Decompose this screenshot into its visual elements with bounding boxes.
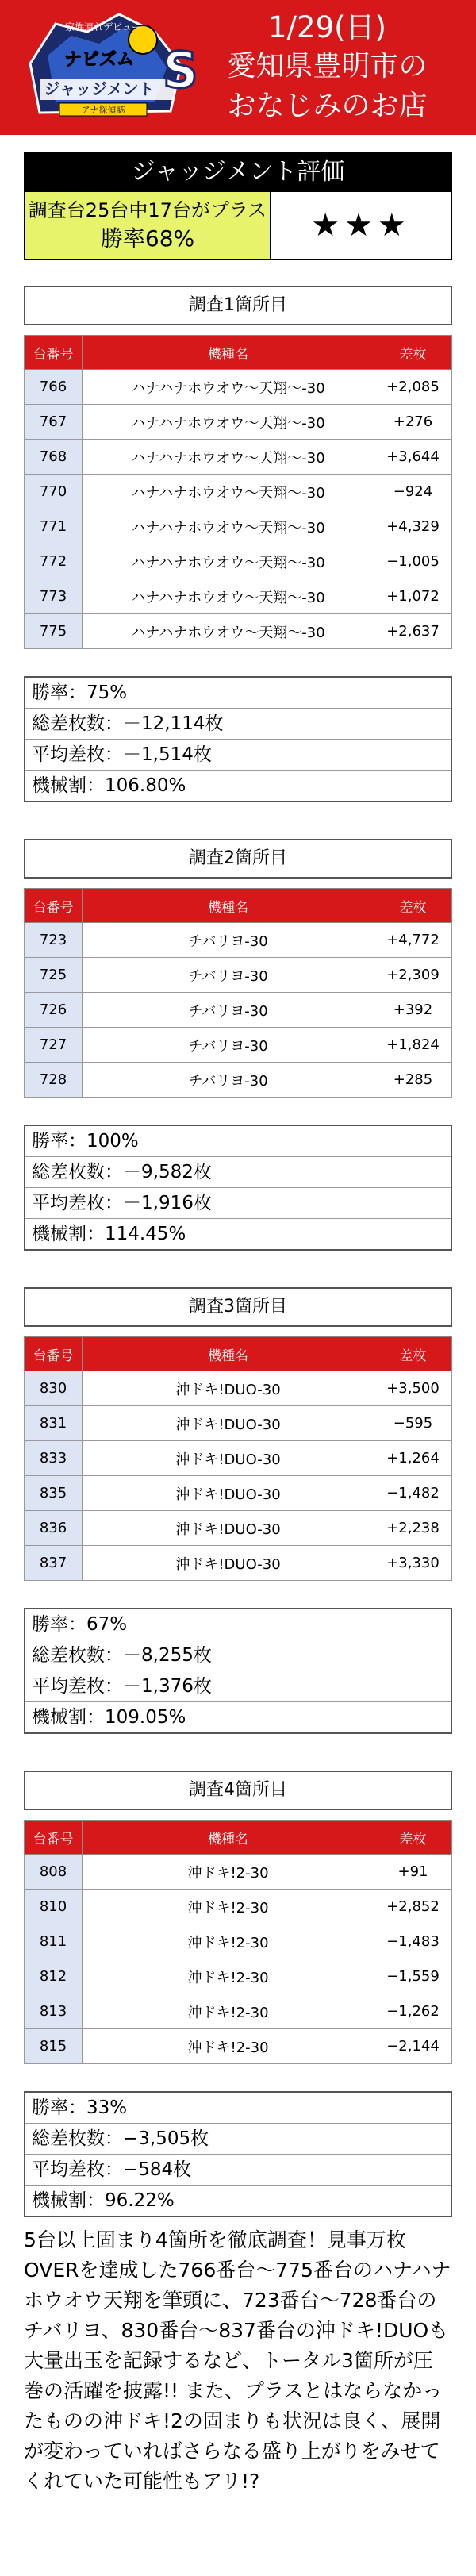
cell-diff: −1,005 <box>374 544 452 579</box>
cell-diff: −2,144 <box>374 2029 452 2064</box>
cell-machine: 沖ドキ!DUO-30 <box>83 1511 374 1546</box>
table-row <box>25 1406 452 1441</box>
cell-diff: +3,330 <box>374 1546 452 1581</box>
logo-graphic <box>24 8 198 127</box>
table-header-row <box>25 1337 452 1371</box>
table-header-row <box>25 1821 452 1855</box>
logo-letter: S <box>163 41 198 99</box>
cell-diff: −1,482 <box>374 1476 452 1511</box>
survey-2-table <box>24 888 452 1098</box>
col-num-header: 台番号 <box>25 1337 83 1371</box>
col-machine-header: 機種名 <box>83 1821 374 1855</box>
cell-num: 767 <box>25 405 83 440</box>
survey-3-table <box>24 1336 452 1581</box>
header-date: 1/29(日) <box>268 10 386 44</box>
cell-num: 811 <box>25 1924 83 1959</box>
table-row <box>25 1028 452 1063</box>
table-row <box>25 579 452 614</box>
cell-num: 766 <box>25 370 83 405</box>
survey-1-stats <box>24 676 452 802</box>
cell-num: 725 <box>25 958 83 993</box>
cell-diff: +2,309 <box>374 958 452 993</box>
table-row <box>25 1546 452 1581</box>
col-diff-header: 差枚 <box>374 336 452 370</box>
logo-footer-text: アナ探偵誌 <box>81 105 125 115</box>
cell-num: 723 <box>25 923 83 958</box>
cell-diff: +276 <box>374 405 452 440</box>
cell-num: 836 <box>25 1511 83 1546</box>
cell-diff: +2,637 <box>374 614 452 649</box>
cell-diff: +1,824 <box>374 1028 452 1063</box>
navism-judgment-logo <box>24 8 198 127</box>
logo-main-text-2: ジャッジメント <box>44 79 155 98</box>
cell-num: 728 <box>25 1063 83 1098</box>
cell-diff: −1,559 <box>374 1959 452 1994</box>
survey-2-stats <box>24 1125 452 1251</box>
cell-diff: −1,262 <box>374 1994 452 2029</box>
table-row <box>25 923 452 958</box>
survey-4-table <box>24 1820 452 2064</box>
cell-machine: 沖ドキ!2-30 <box>83 1890 374 1924</box>
col-machine-header: 機種名 <box>83 889 374 923</box>
stat-total-diff: 総差枚数：＋12,114枚 <box>25 709 451 740</box>
cell-machine: ハナハナホウオウ〜天翔〜-30 <box>83 614 374 649</box>
cell-num: 768 <box>25 440 83 475</box>
cell-num: 726 <box>25 993 83 1028</box>
survey-3-stats <box>24 1608 452 1734</box>
cell-machine: ハナハナホウオウ〜天翔〜-30 <box>83 544 374 579</box>
table-row <box>25 1994 452 2029</box>
table-row <box>25 1855 452 1890</box>
col-diff-header: 差枚 <box>374 889 452 923</box>
cell-diff: −924 <box>374 475 452 509</box>
judgment-box <box>24 152 452 260</box>
cell-machine: 沖ドキ!DUO-30 <box>83 1476 374 1511</box>
cell-num: 770 <box>25 475 83 509</box>
table-row <box>25 958 452 993</box>
logo-sub-text: 家族連れデビュー <box>64 21 142 33</box>
table-row <box>25 1924 452 1959</box>
survey-1-title: 調査1箇所目 <box>24 286 452 325</box>
col-diff-header: 差枚 <box>374 1337 452 1371</box>
judgment-summary <box>25 192 271 259</box>
col-diff-header: 差枚 <box>374 1821 452 1855</box>
stat-win-rate: 勝率：67% <box>25 1609 451 1640</box>
stat-payout-rate: 機械割：114.45% <box>32 1224 186 1244</box>
table-header-row <box>25 336 452 370</box>
cell-machine: 沖ドキ!DUO-30 <box>83 1441 374 1476</box>
cell-diff: +392 <box>374 993 452 1028</box>
stat-avg-diff: 平均差枚：＋1,376枚 <box>25 1671 451 1702</box>
table-row <box>25 1441 452 1476</box>
cell-num: 772 <box>25 544 83 579</box>
cell-num: 808 <box>25 1855 83 1890</box>
table-row <box>25 1371 452 1406</box>
judgment-stars: ★★★ <box>311 207 411 244</box>
cell-num: 831 <box>25 1406 83 1441</box>
stat-win-rate: 勝率：75% <box>25 678 451 709</box>
stat-win-rate: 勝率：33% <box>25 2093 451 2124</box>
cell-diff: +1,264 <box>374 1441 452 1476</box>
cell-machine: ハナハナホウオウ〜天翔〜-30 <box>83 509 374 544</box>
header-banner <box>0 0 476 135</box>
cell-machine: チバリヨ-30 <box>83 1063 374 1098</box>
cell-num: 813 <box>25 1994 83 2029</box>
cell-machine: ハナハナホウオウ〜天翔〜-30 <box>83 579 374 614</box>
cell-num: 812 <box>25 1959 83 1994</box>
cell-machine: ハナハナホウオウ〜天翔〜-30 <box>83 440 374 475</box>
cell-machine: 沖ドキ!DUO-30 <box>83 1371 374 1406</box>
cell-num: 835 <box>25 1476 83 1511</box>
table-row <box>25 1511 452 1546</box>
survey-2-title: 調査2箇所目 <box>24 839 452 879</box>
stat-avg-diff: 平均差枚：−584枚 <box>25 2155 451 2186</box>
col-num-header: 台番号 <box>25 889 83 923</box>
survey-4-title: 調査4箇所目 <box>24 1771 452 1810</box>
stat-payout-rate: 機械割：96.22% <box>32 2190 175 2211</box>
cell-machine: ハナハナホウオウ〜天翔〜-30 <box>83 370 374 405</box>
stat-avg-diff: 平均差枚：＋1,514枚 <box>25 740 451 771</box>
cell-machine: チバリヨ-30 <box>83 993 374 1028</box>
cell-machine: 沖ドキ!2-30 <box>83 2029 374 2064</box>
cell-machine: 沖ドキ!2-30 <box>83 1959 374 1994</box>
table-row <box>25 544 452 579</box>
cell-machine: チバリヨ-30 <box>83 1028 374 1063</box>
cell-diff: +1,072 <box>374 579 452 614</box>
cell-num: 815 <box>25 2029 83 2064</box>
cell-diff: +91 <box>374 1855 452 1890</box>
cell-num: 830 <box>25 1371 83 1406</box>
table-row <box>25 509 452 544</box>
cell-num: 810 <box>25 1890 83 1924</box>
judgment-summary-line2: 勝率68% <box>100 225 195 252</box>
judgment-body <box>24 192 452 260</box>
cell-machine: ハナハナホウオウ〜天翔〜-30 <box>83 405 374 440</box>
cell-diff: +2,085 <box>374 370 452 405</box>
survey-4-stats <box>24 2091 452 2217</box>
cell-diff: −595 <box>374 1406 452 1441</box>
table-row <box>25 405 452 440</box>
cell-machine: 沖ドキ!2-30 <box>83 1994 374 2029</box>
cell-machine: ハナハナホウオウ〜天翔〜-30 <box>83 475 374 509</box>
survey-3-title: 調査3箇所目 <box>24 1287 452 1327</box>
cell-machine: 沖ドキ!2-30 <box>83 1924 374 1959</box>
cell-diff: +4,329 <box>374 509 452 544</box>
cell-diff: +285 <box>374 1063 452 1098</box>
table-header-row <box>25 889 452 923</box>
header-title-line1: 愛知県豊明市の <box>227 50 428 83</box>
logo-main-text-1: ナビズム <box>63 50 135 70</box>
table-row <box>25 1890 452 1924</box>
cell-diff: −1,483 <box>374 1924 452 1959</box>
cell-diff: +3,644 <box>374 440 452 475</box>
table-row <box>25 440 452 475</box>
summary-comment: 5台以上固まり4箇所を徹底調査！見事万枚OVERを達成した766番台〜775番台のハナハナホウオウ天翔を筆頭に、723番台〜728番台のチバリヨ、830番台〜837番台の沖ドキ!DUOも大量出玉を記録するなど、トータル3箇所が圧巻の活躍を披露!! また、プラスとはならなかったものの沖ドキ!2の固まりも状況は良く、展開が変わっていればさらなる盛り上がりをみせてくれていた可能性もアリ!? <box>24 2228 451 2493</box>
cell-num: 773 <box>25 579 83 614</box>
stat-avg-diff: 平均差枚：＋1,916枚 <box>25 1188 451 1219</box>
table-row <box>25 1959 452 1994</box>
col-num-header: 台番号 <box>25 1821 83 1855</box>
judgment-heading: ジャッジメント評価 <box>24 152 452 192</box>
cell-diff: +3,500 <box>374 1371 452 1406</box>
header-title-line2: おなじみのお店 <box>227 90 428 122</box>
cell-diff: +2,238 <box>374 1511 452 1546</box>
table-row <box>25 993 452 1028</box>
survey-1-table <box>24 335 452 649</box>
table-row <box>25 2029 452 2064</box>
col-machine-header: 機種名 <box>83 336 374 370</box>
stat-payout-rate: 機械割：109.05% <box>32 1707 186 1728</box>
cell-num: 727 <box>25 1028 83 1063</box>
cell-machine: 沖ドキ!DUO-30 <box>83 1406 374 1441</box>
cell-num: 775 <box>25 614 83 649</box>
col-num-header: 台番号 <box>25 336 83 370</box>
stat-payout-rate: 機械割：106.80% <box>32 775 186 796</box>
cell-machine: チバリヨ-30 <box>83 958 374 993</box>
cell-num: 837 <box>25 1546 83 1581</box>
table-row <box>25 475 452 509</box>
table-row <box>25 1476 452 1511</box>
stat-total-diff: 総差枚数：−3,505枚 <box>25 2124 451 2155</box>
cell-machine: 沖ドキ!2-30 <box>83 1855 374 1890</box>
col-machine-header: 機種名 <box>83 1337 374 1371</box>
cell-machine: 沖ドキ!DUO-30 <box>83 1546 374 1581</box>
stat-total-diff: 総差枚数：＋8,255枚 <box>25 1640 451 1671</box>
cell-machine: チバリヨ-30 <box>83 923 374 958</box>
cell-num: 771 <box>25 509 83 544</box>
cell-diff: +2,852 <box>374 1890 452 1924</box>
stat-total-diff: 総差枚数：＋9,582枚 <box>25 1157 451 1188</box>
table-row <box>25 614 452 649</box>
table-row <box>25 370 452 405</box>
cell-diff: +4,772 <box>374 923 452 958</box>
stat-win-rate: 勝率：100% <box>25 1126 451 1157</box>
table-row <box>25 1063 452 1098</box>
header-text <box>186 9 476 126</box>
cell-num: 833 <box>25 1441 83 1476</box>
judgment-summary-line1: 調査台25台中17台がプラス <box>28 199 267 221</box>
